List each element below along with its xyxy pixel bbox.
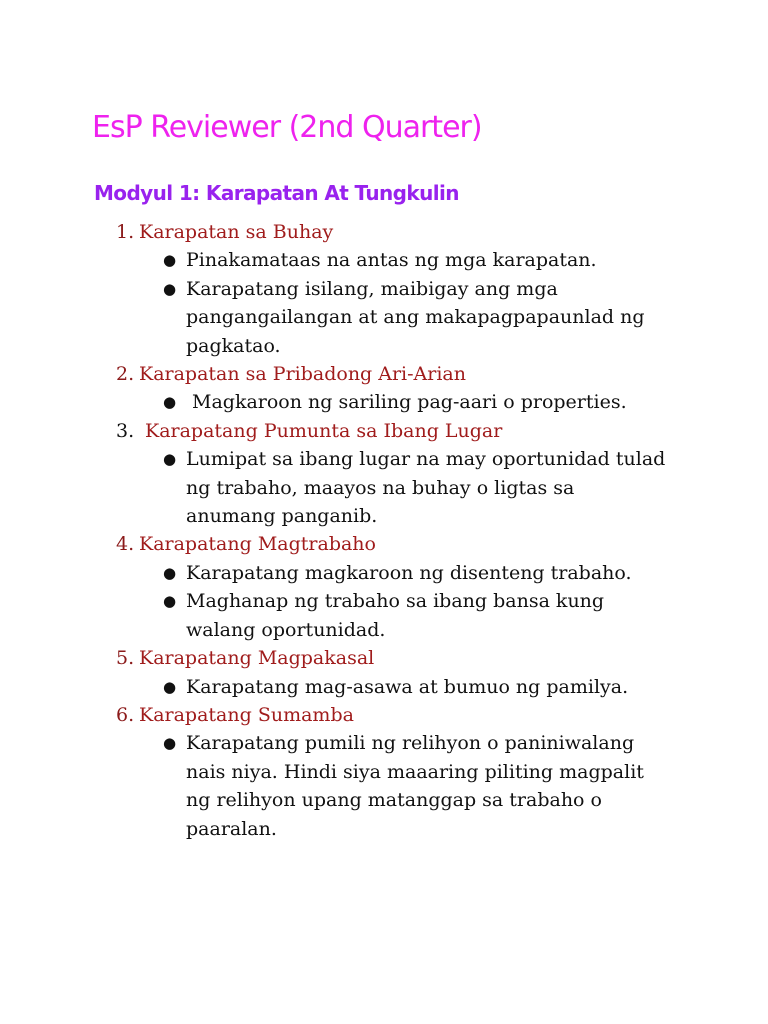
bullet-icon: ● — [163, 734, 177, 753]
right-label: Karapatang Magtrabaho — [139, 533, 376, 556]
list-item — [0, 275, 668, 360]
bullet-icon: ● — [163, 563, 177, 582]
right-item-ari-arian — [0, 360, 768, 417]
bullet-icon: ● — [163, 450, 177, 469]
right-label: Karapatan sa Pribadong Ari-Arian — [139, 363, 466, 386]
bullet-list — [0, 388, 768, 416]
bullet-text: Karapatang mag-asawa at bumuo ng pamilya. — [186, 675, 629, 698]
bullet-list — [0, 445, 768, 530]
bullet-text: Pinakamataas na antas ng mga karapatan. — [186, 249, 597, 272]
module-heading: Modyul 1: Karapatan At Tungkulin — [94, 181, 459, 205]
right-heading — [0, 644, 768, 672]
rights-list — [0, 218, 768, 843]
right-heading — [0, 530, 768, 558]
right-item-magtrabaho — [0, 530, 768, 644]
list-item — [0, 673, 668, 701]
document-title: EsP Reviewer (2nd Quarter) — [92, 110, 482, 145]
right-item-ibang-lugar — [0, 417, 768, 531]
bullet-text: Lumipat sa ibang lugar na may oportunidad tulad ng trabaho, maayos na buhay o ligtas sa anumang panganib. — [186, 448, 666, 528]
right-number: 5. — [116, 647, 135, 670]
bullet-text: Maghanap ng trabaho sa ibang bansa kung walang oportunidad. — [186, 590, 605, 641]
right-number: 3. — [116, 419, 135, 442]
list-item — [0, 246, 668, 274]
right-heading — [0, 218, 768, 246]
right-item-buhay — [0, 218, 768, 360]
list-item — [0, 729, 668, 843]
bullet-icon: ● — [163, 279, 177, 298]
bullet-text: Magkaroon ng sariling pag-aari o properties. — [192, 391, 627, 414]
right-label: Karapatang Magpakasal — [139, 647, 375, 670]
bullet-icon: ● — [163, 393, 177, 412]
right-number: 6. — [116, 703, 135, 726]
right-number: 2. — [116, 363, 135, 386]
right-label: Karapatang Sumamba — [139, 703, 354, 726]
right-label: Karapatan sa Buhay — [139, 221, 334, 243]
right-heading — [0, 701, 768, 729]
bullet-icon: ● — [163, 251, 177, 270]
bullet-list — [0, 559, 768, 644]
bullet-text: Karapatang magkaroon ng disenteng trabaho. — [186, 561, 632, 584]
bullet-icon: ● — [163, 677, 177, 696]
bullet-list — [0, 673, 768, 701]
right-label: Karapatang Pumunta sa Ibang Lugar — [145, 419, 503, 442]
right-item-sumamba — [0, 701, 768, 843]
bullet-list — [0, 729, 768, 843]
right-number: 1. — [116, 221, 135, 243]
list-item — [0, 559, 668, 587]
list-item — [0, 445, 668, 530]
bullet-text: Karapatang isilang, maibigay ang mga pangangailangan at ang makapagpapaunlad ng pagkatao. — [186, 277, 645, 357]
list-item — [0, 587, 668, 644]
right-number: 4. — [116, 533, 135, 556]
bullet-text: Karapatang pumili ng relihyon o paniniwalang nais niya. Hindi siya maaaring piliting magpalit ng relihyon upang matanggap sa trabaho o paaralan. — [186, 732, 644, 840]
right-heading — [0, 360, 768, 388]
bullet-list — [0, 246, 768, 360]
right-heading — [0, 417, 768, 445]
right-item-magpakasal — [0, 644, 768, 701]
list-item — [0, 388, 668, 416]
bullet-icon: ● — [163, 592, 177, 611]
